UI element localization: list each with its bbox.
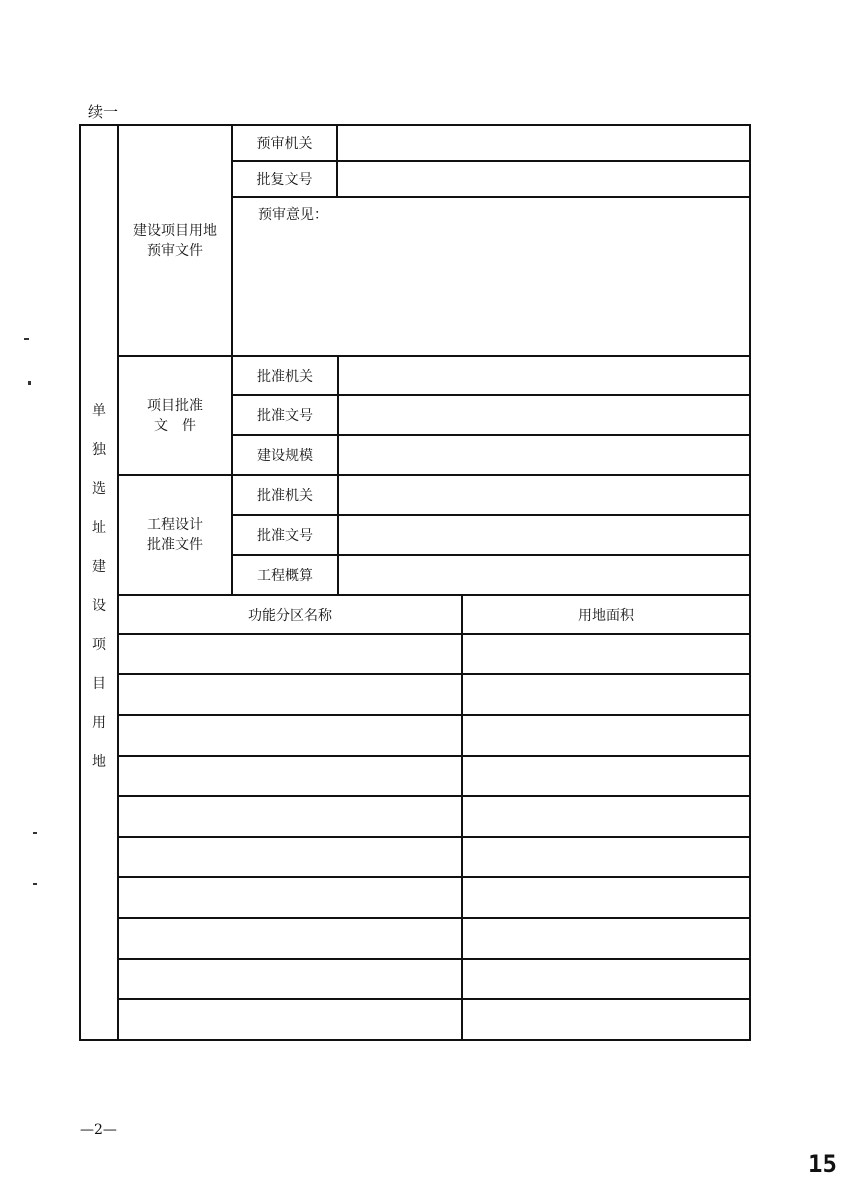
scan-mark <box>33 883 37 885</box>
outer-label-char: 选 <box>92 481 106 497</box>
row-value-reply-number[interactable] <box>338 162 749 196</box>
zone-row-divider <box>117 714 751 716</box>
outer-label-char: 址 <box>92 520 106 536</box>
outer-label-char: 建 <box>92 559 106 575</box>
section-title-design-approval <box>119 476 231 594</box>
outer-label-char: 独 <box>92 442 106 458</box>
row-label-project-budget: 工程概算 <box>257 568 313 584</box>
outer-label-char: 用 <box>92 715 106 731</box>
footer-page-number: —2— <box>80 1122 117 1138</box>
row-value-approval-authority[interactable] <box>339 357 749 394</box>
zone-header-name: 功能分区名称 <box>248 607 332 624</box>
zone-row-divider <box>117 958 751 960</box>
corner-number: 15 <box>808 1150 837 1178</box>
outer-label-char: 单 <box>92 403 106 419</box>
zone-row-divider <box>117 917 751 919</box>
row-label-approval-authority: 批准机关 <box>257 488 313 504</box>
row-value-project-budget[interactable] <box>339 556 749 594</box>
row-divider <box>231 196 751 198</box>
zone-row-divider <box>117 795 751 797</box>
zone-row-divider <box>117 755 751 757</box>
zone-row-divider <box>117 633 751 635</box>
review-opinion-label: 预审意见： <box>258 207 328 223</box>
row-label-approval-number: 批准文号 <box>257 528 313 544</box>
section-title-project-approval <box>119 357 231 474</box>
row-value-approval-number[interactable] <box>339 396 749 434</box>
table-border-right <box>749 124 751 1041</box>
scan-mark <box>24 338 29 340</box>
divider-zone-columns <box>461 594 463 1041</box>
zone-row-divider <box>117 673 751 675</box>
row-label-approval-number: 批准文号 <box>257 408 313 424</box>
table-border-bottom <box>79 1039 751 1041</box>
row-label-review-authority: 预审机关 <box>256 136 313 152</box>
section-title-line: 批准文件 <box>147 537 203 553</box>
row-value-review-authority[interactable] <box>338 126 749 160</box>
row-label-reply-number: 批复文号 <box>256 172 313 188</box>
outer-vertical-label <box>80 392 118 782</box>
row-label-approval-authority: 批准机关 <box>257 368 313 385</box>
outer-label-char: 设 <box>92 598 106 614</box>
section-title-land-review <box>119 126 231 355</box>
section-title-line: 预审文件 <box>147 242 203 259</box>
row-value-construction-scale[interactable] <box>339 436 749 474</box>
zone-header-area: 用地面积 <box>578 607 634 624</box>
row-value-approval-number[interactable] <box>339 516 749 554</box>
continuation-label: 续一 <box>88 103 119 121</box>
outer-label-char: 地 <box>92 754 106 770</box>
zone-row-divider <box>117 876 751 878</box>
outer-label-char: 目 <box>92 676 106 692</box>
row-value-approval-authority[interactable] <box>339 476 749 514</box>
section-title-line: 文 件 <box>154 417 196 434</box>
section-title-line: 项目批准 <box>147 397 203 414</box>
scan-mark <box>33 832 37 834</box>
outer-label-char: 项 <box>92 637 106 653</box>
zone-row-divider <box>117 998 751 1000</box>
scan-mark <box>28 381 31 385</box>
zone-row-divider <box>117 836 751 838</box>
section-title-line: 工程设计 <box>147 517 203 533</box>
row-label-construction-scale: 建设规模 <box>257 448 313 464</box>
section-title-line: 建设项目用地 <box>133 222 217 239</box>
